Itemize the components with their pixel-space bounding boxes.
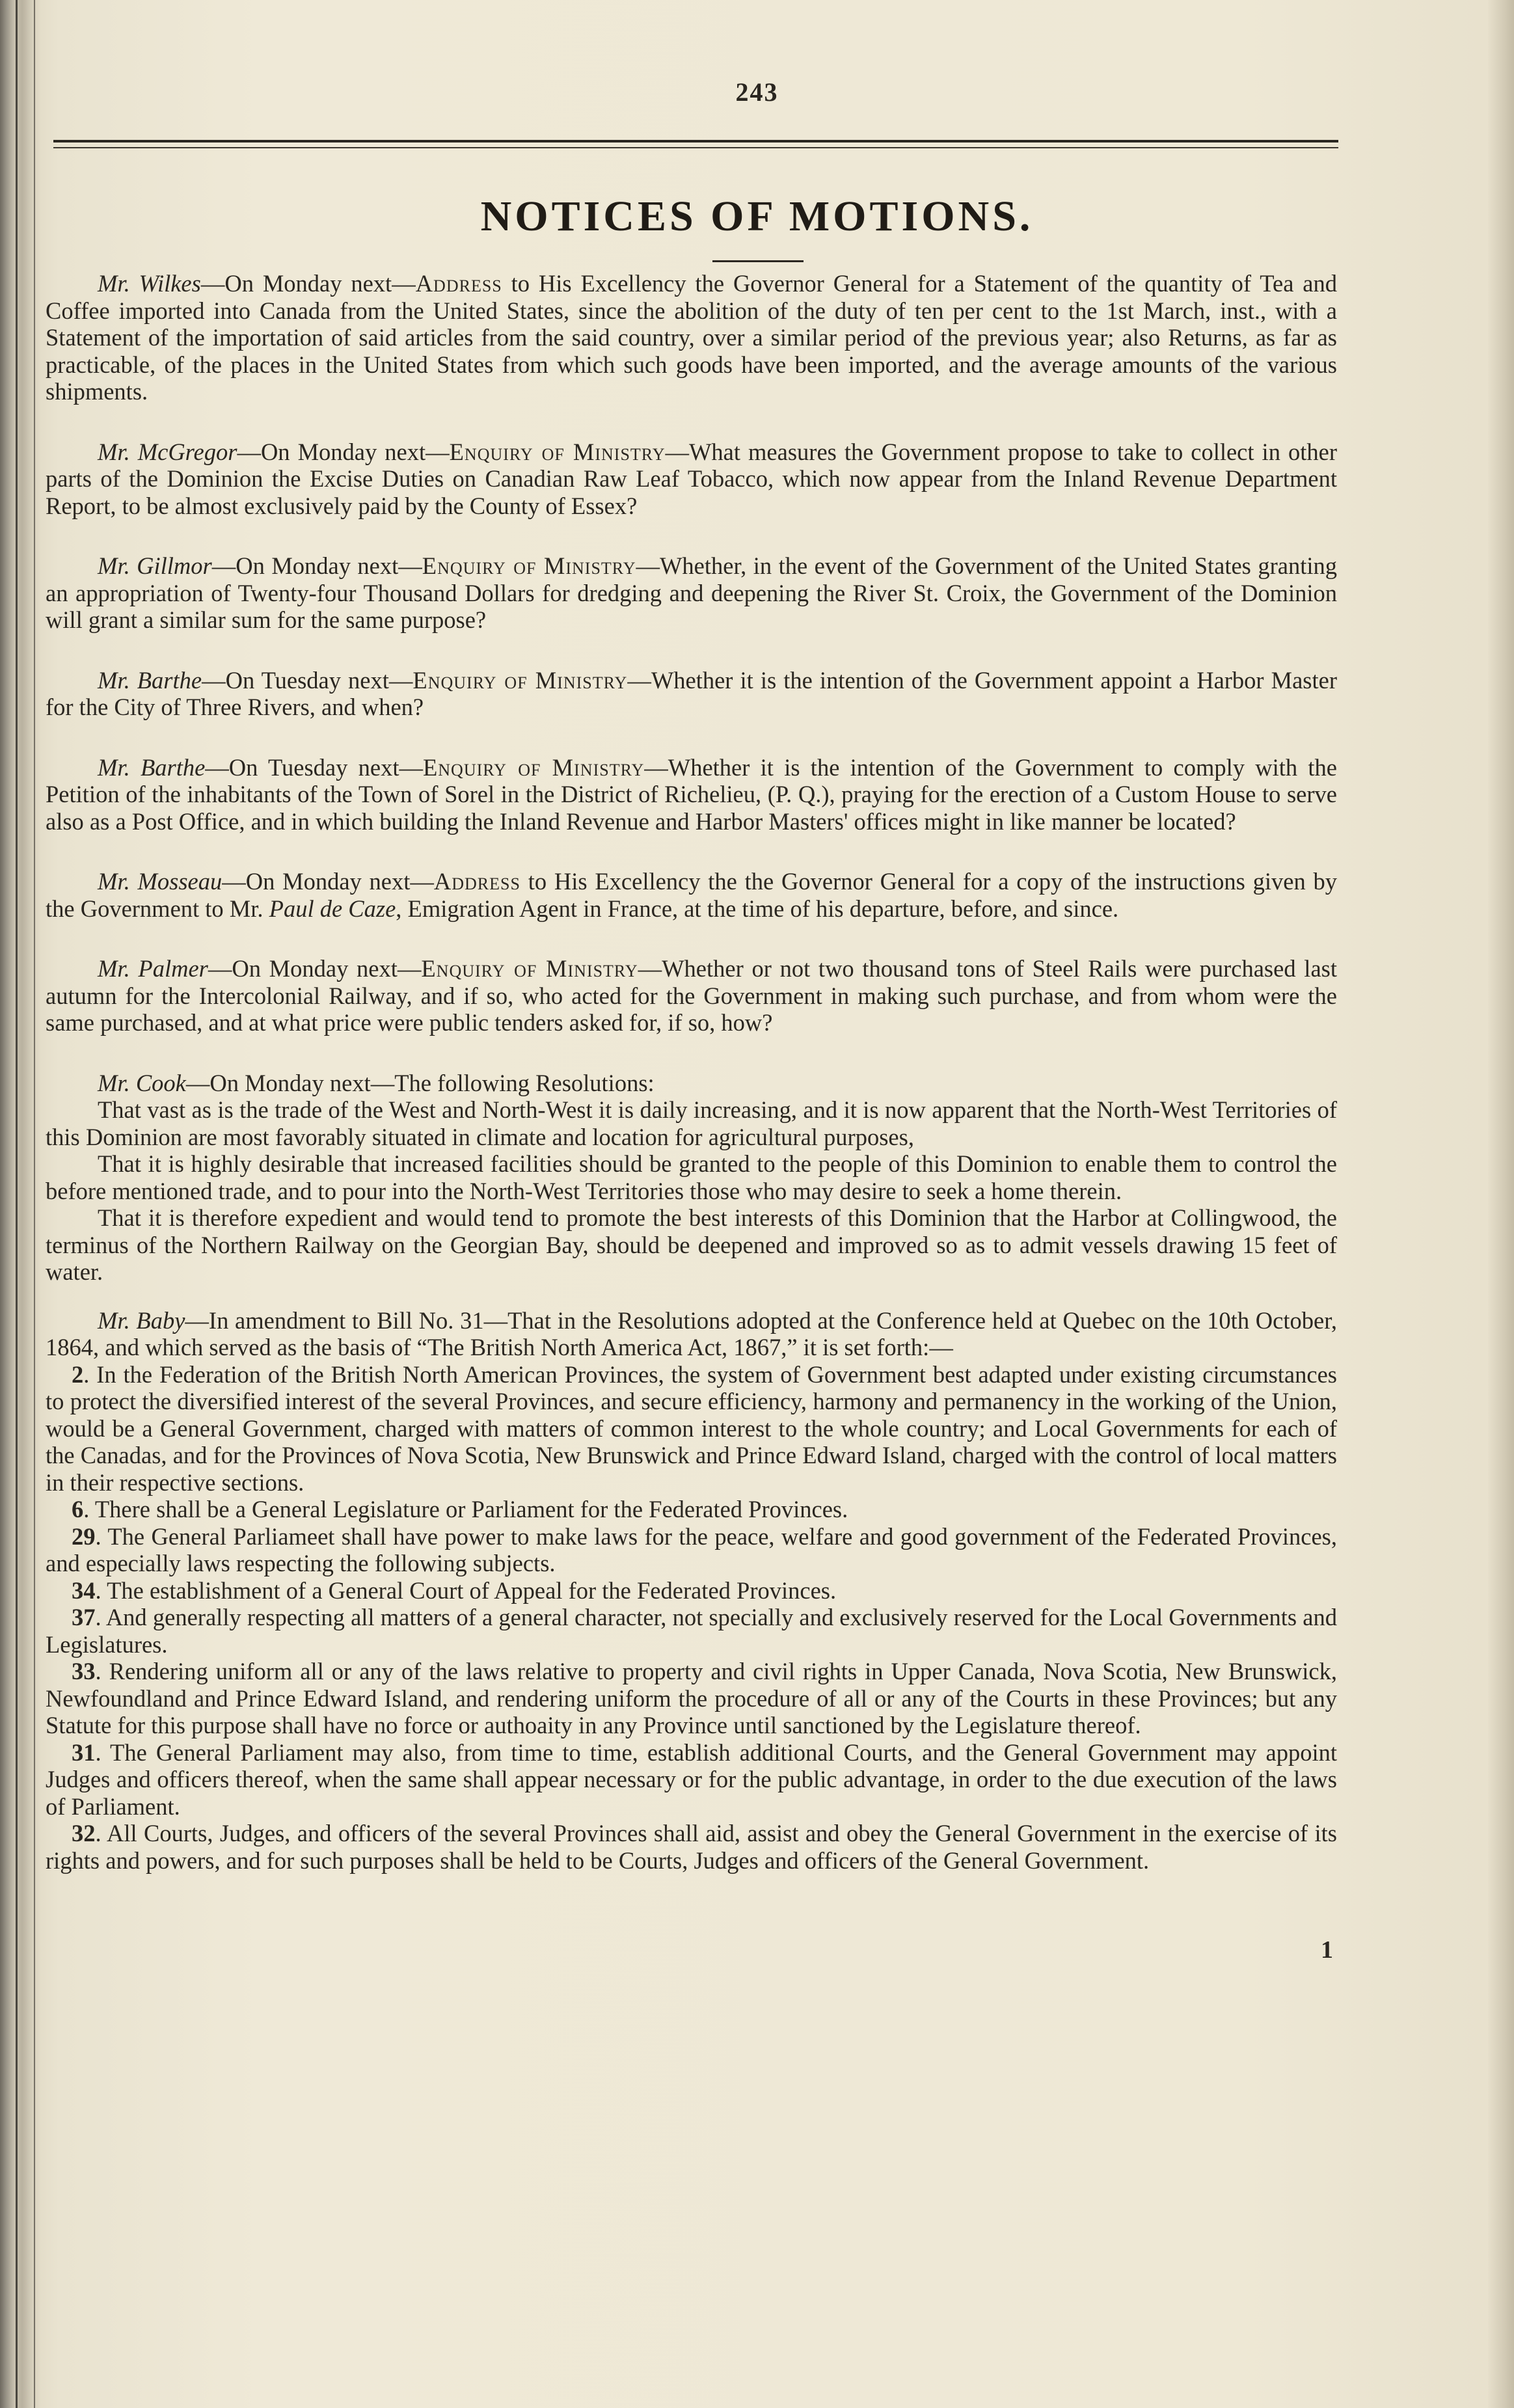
baby-motion — [46, 1307, 1337, 1874]
mover-name: Mr. Barthe — [98, 753, 206, 781]
motion-type: Enquiry of Ministry — [422, 552, 636, 579]
motion — [46, 270, 1337, 405]
clause — [46, 1577, 1337, 1604]
clause — [46, 1523, 1337, 1577]
motion-text: —Whether, in the event of the Government of the United States granting an appropriation of Twenty-four Thousand Dollars for dredging and deepening the River St. Croix, the Government of the Dominion will grant a similar sum for the same purpose? — [46, 552, 1337, 633]
mover-name: Mr. Palmer — [98, 955, 208, 982]
motion-intro — [46, 1070, 1337, 1097]
clause-text: . The General Parliameet shall have power to make laws for the peace, welfare and good government of the Federated Provinces, and especially laws respecting the following subjects. — [46, 1522, 1337, 1576]
motion-lead: —On Monday next— — [222, 868, 434, 895]
page-edge — [1488, 0, 1514, 2408]
page-title: NOTICES OF MOTIONS. — [480, 193, 1034, 240]
clause-number: 37 — [72, 1604, 96, 1630]
motion-lead: —On Monday next— — [200, 270, 416, 297]
clause-text: . The establishment of a General Court of Appeal for the Federated Provinces. — [95, 1576, 837, 1604]
header-rule — [53, 147, 1338, 148]
motion — [46, 439, 1337, 520]
motion-text: to His Excellency the Governor General for a Statement of the quantity of Tea and Coffee imported into Canada from the United States, since the abolition of the duty of ten per cent to the 1st March, inst., with a Statement of the importation of said articles from the said country, over a similar period of the previous year; also Returns, as far as practicable, of the places in the United States from which such goods have been imported, and the average amounts of the various shipments. — [46, 270, 1337, 405]
clause — [46, 1361, 1337, 1496]
mover-name: Mr. Mosseau — [98, 868, 223, 895]
mover-name: Mr. Barthe — [98, 666, 202, 694]
clause-text: . All Courts, Judges, and officers of the several Provinces shall aid, assist and obey the General Government in the exercise of its rights and powers, and for such purposes shall be held to be Courts, Judges and officers of the General Government. — [46, 1820, 1337, 1874]
person-name: Paul de Caze — [269, 895, 396, 922]
motion — [46, 955, 1337, 1036]
document-body — [46, 270, 1337, 1874]
motion-type: Enquiry of Ministry — [449, 438, 666, 465]
resolution: That it is therefore expedient and would tend to promote the best interests of this Dominion that the Harbor at Collingwood, the terminus of the Northern Railway on the Georgian Bay, should be deepened and improved so as to admit vessels drawing 15 feet of water. — [46, 1204, 1337, 1285]
mover-name: Mr. Baby — [98, 1306, 185, 1334]
motion — [46, 868, 1337, 922]
spacer — [46, 1286, 1337, 1307]
clause-text: . There shall be a General Legislature or Parliament for the Federated Provinces. — [83, 1496, 848, 1522]
clause-text: . And generally respecting all matters of a general character, not specially and exclusively reserved for the Local Governments and Legislatures. — [46, 1604, 1337, 1658]
motion-type: Enquiry of Ministry — [412, 666, 628, 694]
resolution: That it is highly desirable that increased facilities should be granted to the people of this Dominion to enable them to control the before mentioned trade, and to pour into the North-West Territories those who may desire to seek a home therein. — [46, 1150, 1337, 1204]
motion — [46, 552, 1337, 634]
motion — [46, 754, 1337, 835]
motion-text: , Emigration Agent in France, at the time of his departure, before, and since. — [396, 895, 1119, 922]
motion-lead: —On Monday next—The following Resolutions: — [185, 1069, 655, 1096]
cook-motion — [46, 1070, 1337, 1286]
motion-text: —In amendment to Bill No. 31—That in the Resolutions adopted at the Conference held at Quebec on the 10th October, 1864, and which served as the basis of “The British North America Act, 1867,” it is set forth:— — [46, 1306, 1338, 1360]
motion-text: —Whether or not two thousand tons of Steel Rails were purchased last autumn for the Intercolonial Railway, and if so, who acted for the Government in making such purchase, and from whom were the same purchased, and at what price were public tenders asked for, if so, how? — [46, 955, 1337, 1036]
spine-line — [34, 0, 35, 2408]
title-rule — [712, 260, 804, 262]
clause — [46, 1820, 1337, 1874]
clause — [46, 1604, 1337, 1658]
mover-name: Mr. Wilkes — [98, 270, 201, 297]
motion-lead: —On Monday next— — [237, 438, 450, 465]
resolution: That vast as is the trade of the West and North-West it is daily increasing, and it is now apparent that the North-West Territories of this Dominion are most favorably situated in climate and location for agricultural purposes, — [46, 1096, 1337, 1150]
motion-intro — [46, 1307, 1337, 1361]
clause-number: 2 — [72, 1360, 84, 1388]
motion-lead: —On Monday next— — [211, 552, 422, 579]
clause-number: 29 — [72, 1522, 96, 1550]
motion-type: Enquiry of Ministry — [422, 753, 645, 781]
clause — [46, 1658, 1337, 1739]
margin-note: 1 — [1321, 1936, 1333, 1964]
clause-number: 6 — [72, 1496, 84, 1522]
clause — [46, 1496, 1337, 1523]
motion-text: —What measures the Government propose to take to collect in other parts of the Dominion the Excise Duties on Canadian Raw Leaf Tobacco, which now appear from the Inland Revenue Department Report, to be almost exclusively paid by the County of Essex? — [46, 438, 1337, 519]
motion-text: —Whether it is the intention of the Government to comply with the Petition of the inhabitants of the Town of Sorel in the District of Richelieu, (P. Q.), praying for the erection of a Custom House to serve also as a Post Office, and in which building the Inland Revenue and Harbor Masters' offices might in like manner be located? — [46, 753, 1337, 835]
mover-name: Mr. Cook — [98, 1069, 186, 1096]
motion-type: Address — [415, 270, 502, 297]
motion-lead: —On Monday next— — [208, 955, 422, 982]
clause-number: 31 — [72, 1738, 96, 1766]
clause-text: . In the Federation of the British North American Provinces, the system of Government best adapted under existing circumstances to protect the diversified interest of the several Provinces, and secure efficiency, harmony and permanency in the working of the Union, would be a General Government, charged with matters of common interest to the whole country; and Local Governments for each of the Canadas, and for the Provinces of Nova Scotia, New Brunswick and Prince Edward Island, charged with the control of local matters in their respective sections. — [46, 1360, 1337, 1496]
clause-number: 34 — [72, 1576, 96, 1604]
spine-line — [16, 0, 18, 2408]
motion-text: to His Excellency the the Governor General for a copy of the instructions given by the Government to Mr. — [46, 868, 1337, 922]
motion-lead: —On Tuesday next— — [202, 666, 413, 694]
clause — [46, 1739, 1337, 1820]
clause-number: 32 — [72, 1820, 96, 1847]
motion — [46, 667, 1337, 721]
motion-type: Address — [433, 868, 520, 895]
clause-text: . Rendering uniform all or any of the laws relative to property and civil rights in Upper Canada, Nova Scotia, New Brunswick, Newfoundland and Prince Edward Island, and rendering uniform the procedure of all or any of the Courts in these Provinces; but any Statute for this purpose shall have no force or authoaity in any Province until sanctioned by the Legislature thereof. — [46, 1658, 1337, 1738]
mover-name: Mr. Gillmor — [98, 552, 212, 579]
mover-name: Mr. McGregor — [98, 438, 237, 465]
motion-text: —Whether it is the intention of the Government appoint a Harbor Master for the City of Three Rivers, and when? — [46, 666, 1338, 720]
motion-lead: —On Tuesday next— — [205, 753, 423, 781]
page-number: 243 — [735, 77, 779, 107]
motion-type: Enquiry of Ministry — [421, 955, 638, 982]
header-rule — [53, 140, 1338, 142]
clause-number: 33 — [72, 1658, 96, 1684]
clause-text: . The General Parliament may also, from time to time, establish additional Courts, and the General Government may appoint Judges and officers thereof, when the same shall appear necessary or for the public advantage, in order to the due execution of the laws of Parliament. — [46, 1738, 1337, 1820]
